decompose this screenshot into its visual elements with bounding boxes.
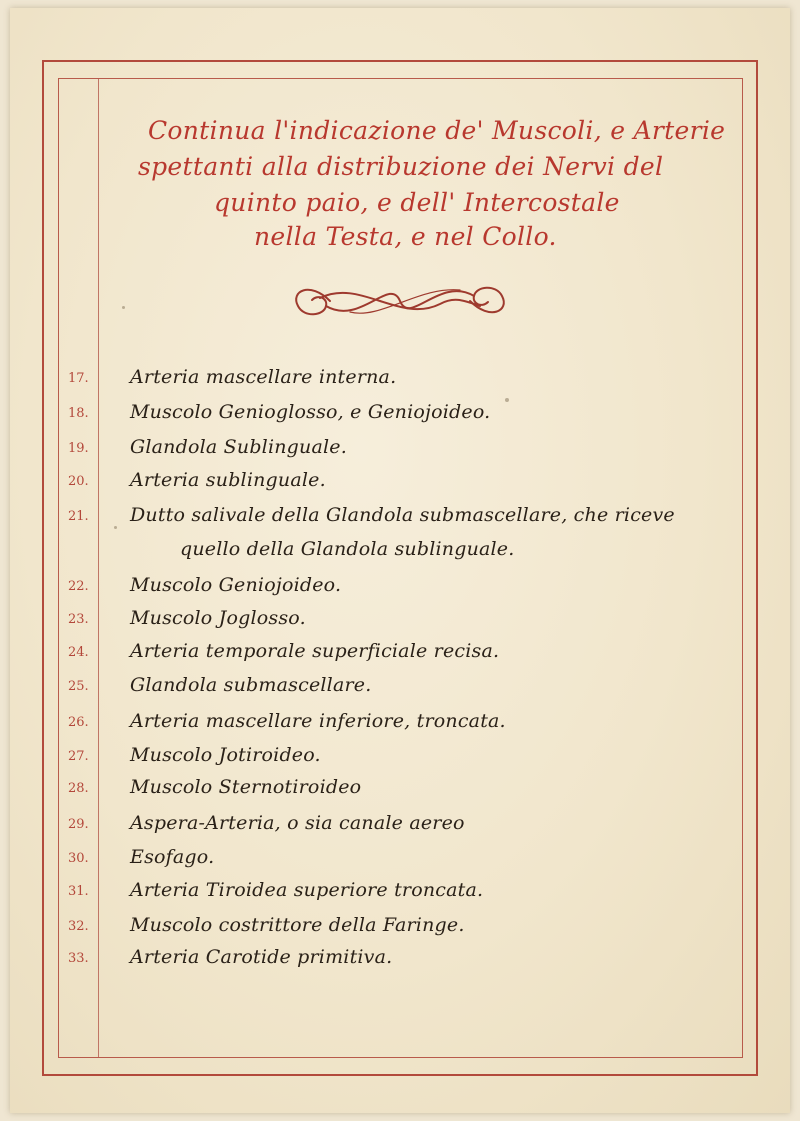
entry-number: 28. <box>68 781 89 796</box>
list-item <box>10 601 790 635</box>
title-line-1: Continua l'indicazione de' Muscoli, e Arterie <box>148 116 726 145</box>
list-item <box>10 738 790 772</box>
list-item <box>10 840 790 874</box>
ink-speck <box>122 306 125 309</box>
entry-number: 20. <box>68 474 89 489</box>
list-item <box>10 463 790 497</box>
entry-number: 33. <box>68 951 89 966</box>
entry-text: Muscolo costrittore della Faringe. <box>130 914 465 936</box>
ink-speck <box>114 526 117 529</box>
entry-text: Muscolo Jotiroideo. <box>130 744 321 766</box>
entry-number: 27. <box>68 749 89 764</box>
title-line-4: nella Testa, e nel Collo. <box>254 222 557 251</box>
list-item <box>10 395 790 429</box>
entry-number: 32. <box>68 919 89 934</box>
entry-text: Arteria sublinguale. <box>130 469 326 491</box>
list-item <box>10 360 790 394</box>
entry-text: Glandola Sublinguale. <box>130 436 347 458</box>
list-item <box>10 498 790 568</box>
entry-text: Muscolo Geniojoideo. <box>130 574 342 596</box>
title-line-2: spettanti alla distribuzione dei Nervi del <box>138 152 664 181</box>
entry-number: 25. <box>68 679 89 694</box>
entry-number: 31. <box>68 884 89 899</box>
entry-number: 17. <box>68 371 89 386</box>
entry-text: Arteria mascellare interna. <box>130 366 397 388</box>
entry-text: Arteria temporale superficiale recisa. <box>130 640 500 662</box>
entry-text: Muscolo Joglosso. <box>130 607 306 629</box>
entry-number: 30. <box>68 851 89 866</box>
list-item <box>10 568 790 602</box>
entry-list <box>10 8 790 1113</box>
entry-text: Arteria mascellare inferiore, troncata. <box>130 710 506 732</box>
entry-number: 22. <box>68 579 89 594</box>
entry-number: 29. <box>68 817 89 832</box>
list-item <box>10 668 790 702</box>
entry-number: 19. <box>68 441 89 456</box>
entry-number: 18. <box>68 406 89 421</box>
entry-text-continuation: quello della Glandola sublinguale. <box>180 538 515 560</box>
manuscript-page <box>10 8 790 1113</box>
entry-number: 24. <box>68 645 89 660</box>
entry-text: Arteria Tiroidea superiore troncata. <box>130 879 484 901</box>
entry-number: 26. <box>68 715 89 730</box>
entry-text: Glandola submascellare. <box>130 674 372 696</box>
entry-text: Esofago. <box>130 846 215 868</box>
entry-text: Muscolo Sternotiroideo <box>130 776 362 798</box>
entry-number: 21. <box>68 509 89 524</box>
list-item <box>10 940 790 974</box>
entry-text: Arteria Carotide primitiva. <box>130 946 393 968</box>
ink-speck <box>505 398 509 402</box>
entry-number: 23. <box>68 612 89 627</box>
list-item <box>10 704 790 738</box>
list-item <box>10 873 790 907</box>
list-item <box>10 634 790 668</box>
list-item <box>10 806 790 840</box>
entry-text: Muscolo Genioglosso, e Geniojoideo. <box>130 401 491 423</box>
list-item <box>10 770 790 804</box>
entry-text: Aspera-Arteria, o sia canale aereo <box>130 812 465 834</box>
entry-text: Dutto salivale della Glandola submascellare, che riceve <box>130 504 675 526</box>
list-item <box>10 430 790 464</box>
list-item <box>10 908 790 942</box>
title-line-3: quinto paio, e dell' Intercostale <box>214 188 620 217</box>
